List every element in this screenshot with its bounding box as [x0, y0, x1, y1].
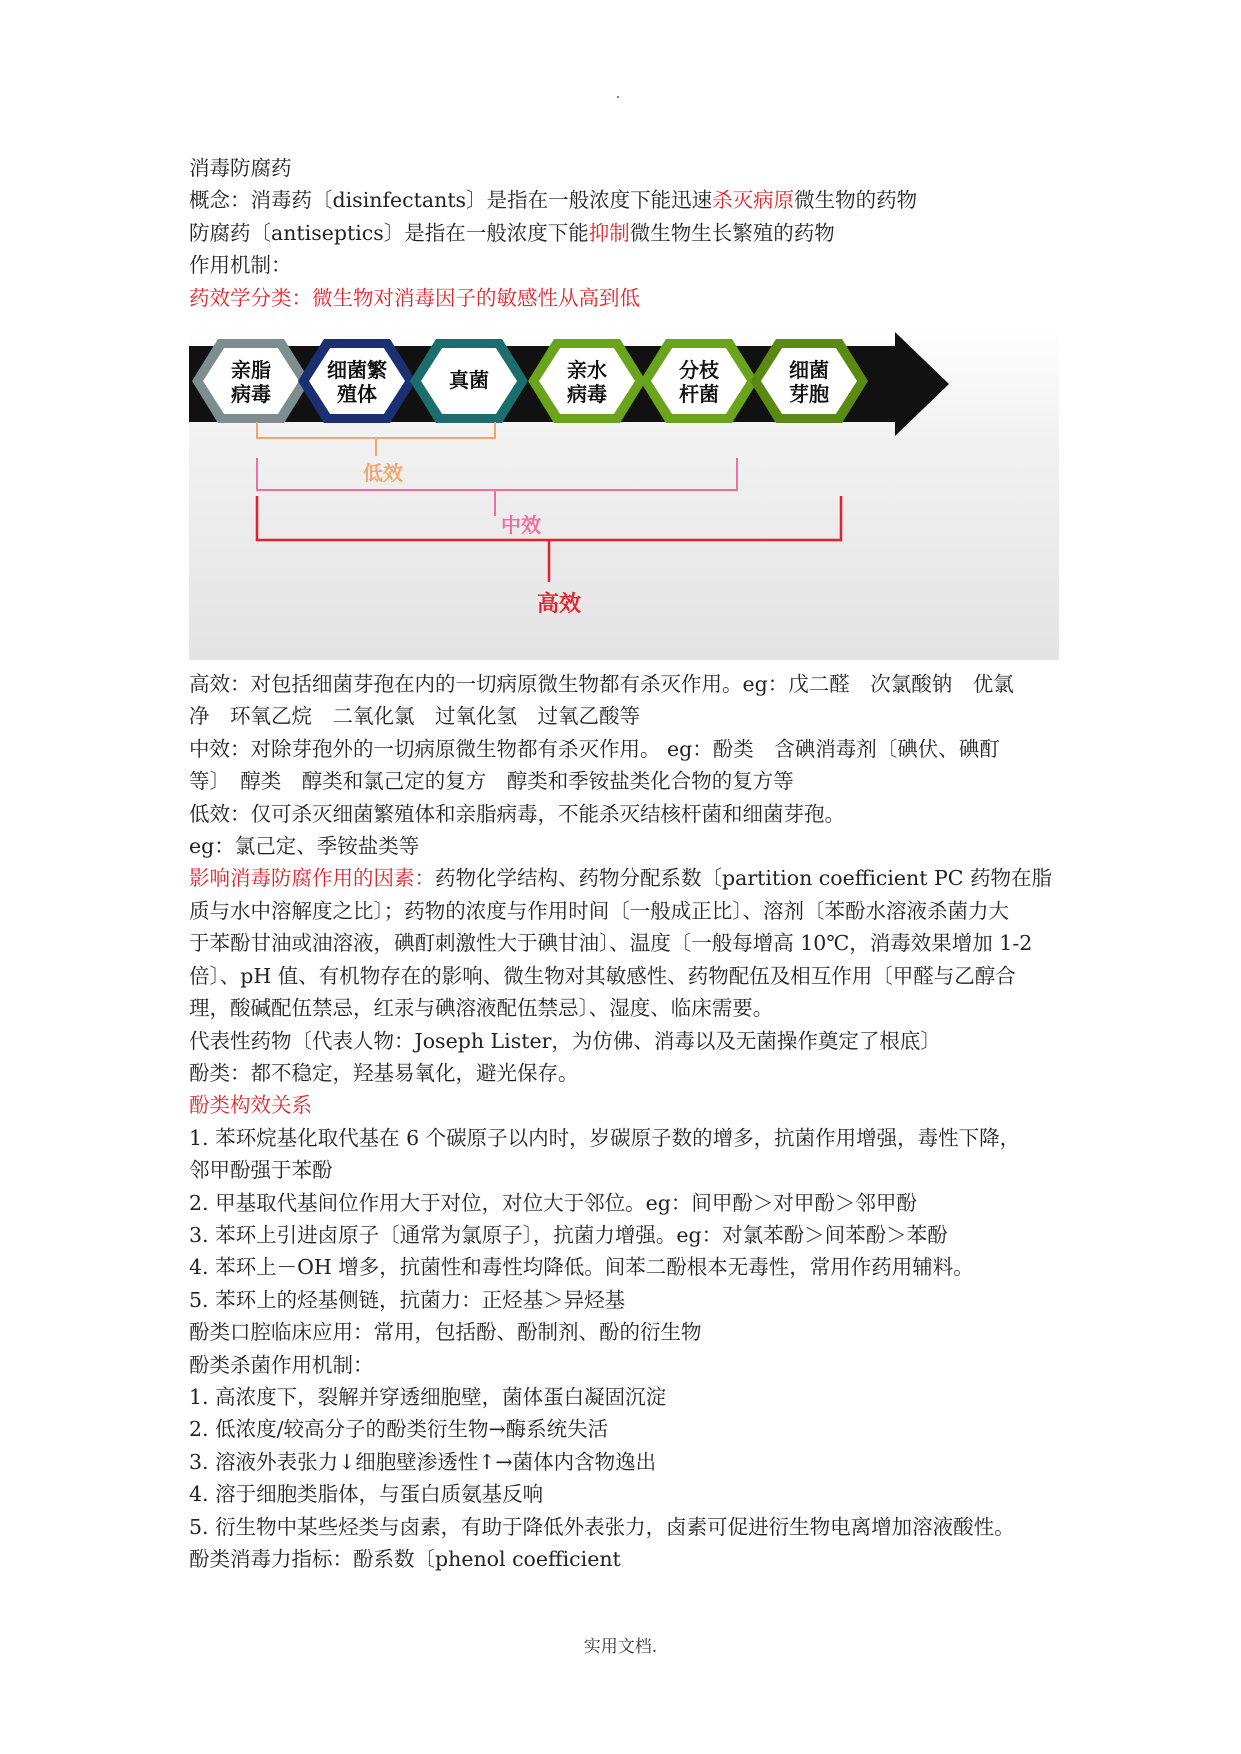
text-run: 邻甲酚强于苯酚 [189, 1158, 333, 1183]
text-run: 4. 溶于细胞类脂体，与蛋白质氨基反响 [189, 1482, 544, 1507]
hexagon-label: 芽胞 [789, 382, 829, 407]
hexagon-label: 亲脂 [231, 358, 271, 383]
paragraph-line [189, 862, 1069, 894]
paragraph-line [189, 960, 1069, 992]
hexagon-label: 病毒 [231, 382, 271, 407]
paragraph-line [189, 1025, 1069, 1057]
concept-highlight: 杀灭病原 [712, 188, 795, 213]
paragraph-line [189, 1446, 1069, 1478]
hexagon-label: 分枝 [679, 358, 719, 383]
text-run: 净 环氧乙烷 二氧化氯 过氧化氢 过氧乙酸等 [189, 704, 640, 729]
paragraph-line [189, 1057, 1069, 1089]
paragraph-line [189, 830, 1069, 862]
text-run: 酚类：都不稳定，羟基易氧化，避光保存。 [189, 1060, 579, 1085]
paragraph-line [189, 1381, 1069, 1413]
text-run: 代表性药物〔代表人物：Joseph Lister，为仿佛、消毒以及无菌操作奠定了根底〕 [189, 1028, 941, 1053]
text-run: 中效：对除芽孢外的一切病原微生物都有杀灭作用。 eg：酚类 含碘消毒剂〔碘伏、碘酊 [189, 736, 1000, 761]
text-run: 影响消毒防腐作用的因素： [189, 866, 435, 891]
paragraph-line [189, 895, 1069, 927]
concept-label: 概念：消毒药〔disinfectants〕是指在一般浓度下能迅速 [189, 188, 713, 213]
paragraph-line [189, 1349, 1069, 1381]
text-run: 理，酸碱配伍禁忌，红汞与碘溶液配伍禁忌〕、湿度、临床需要。 [189, 996, 774, 1021]
concept-rest: 微生物的药物 [794, 188, 918, 213]
page-footer: 实用文档. [583, 1637, 658, 1657]
document-title: 消毒防腐药 [189, 156, 292, 180]
text-run: 酚类杀菌作用机制： [189, 1352, 374, 1377]
text-run: 5. 衍生物中某些烃类与卤素，有助于降低外表张力，卤素可促进衍生物电离增加溶液酸性。 [189, 1514, 1015, 1539]
concept-line [189, 184, 1069, 216]
hexagon-label: 病毒 [567, 382, 607, 407]
antiseptic-label: 防腐药〔antiseptics〕是指在一般浓度下能 [189, 220, 589, 245]
antiseptic-rest: 微生物生长繁殖的药物 [629, 220, 835, 245]
paragraph-line [189, 668, 1069, 700]
high-bracket [257, 496, 841, 540]
hexagon-label: 细菌 [789, 358, 829, 383]
paragraph-line [189, 700, 1069, 732]
text-run: eg：氯己定、季铵盐类等 [189, 834, 420, 859]
paragraph-line [189, 1413, 1069, 1445]
hexagon-label: 细菌繁 [327, 358, 387, 383]
paragraph-line [189, 1251, 1069, 1283]
paragraph-line [189, 1089, 1069, 1121]
antiseptic-line [189, 217, 1069, 249]
paragraph-line [189, 1122, 1069, 1154]
classification-heading: 药效学分类：微生物对消毒因子的敏感性从高到低 [189, 285, 640, 310]
text-run: 于苯酚甘油或油溶液，碘酊刺激性大于碘甘油〕、温度〔一般每增高 10℃，消毒效果增加 1-2 [189, 931, 1033, 956]
text-run: 1. 苯环烷基化取代基在 6 个碳原子以内时，岁碳原子数的增多，抗菌作用增强，毒性下降， [189, 1125, 1021, 1150]
efficacy-figure [189, 324, 1059, 660]
paragraph-line [189, 798, 1069, 830]
text-run: 3. 苯环上引进卤原子〔通常为氯原子〕，抗菌力增强。eg：对氯苯酚＞间苯酚＞苯酚 [189, 1222, 948, 1247]
text-run: 高效：对包括细菌芽孢在内的一切病原微生物都有杀灭作用。eg：戊二醛 次氯酸钠 优氯 [189, 672, 1014, 697]
hexagon-label: 真菌 [449, 368, 489, 393]
high-efficacy-label: 高效 [536, 592, 582, 618]
efficacy-diagram [189, 324, 1059, 660]
paragraph-line [189, 1154, 1069, 1186]
text-run: 1. 高浓度下，裂解并穿透细胞壁，菌体蛋白凝固沉淀 [189, 1384, 667, 1409]
text-run: 5. 苯环上的烃基侧链，抗菌力：正烃基＞异烃基 [189, 1287, 626, 1312]
paragraph-line [189, 1219, 1069, 1251]
hexagon-label: 殖体 [337, 382, 377, 407]
hexagon-label: 杆菌 [679, 382, 719, 407]
paragraph-line [189, 1284, 1069, 1316]
text-run: 质与水中溶解度之比〕；药物的浓度与作用时间〔一般成正比〕、溶剂〔苯酚水溶液杀菌力大 [189, 898, 1009, 923]
header-mark [617, 96, 619, 98]
low-bracket [257, 422, 495, 438]
document-body [189, 152, 1069, 1575]
text-run: 2. 甲基取代基间位作用大于对位，对位大于邻位。eg：间甲酚＞对甲酚＞邻甲酚 [189, 1190, 917, 1215]
paragraph-line [189, 1187, 1069, 1219]
text-run: 3. 溶液外表张力↓细胞壁渗透性↑→菌体内含物逸出 [189, 1449, 657, 1474]
text-run: 4. 苯环上－OH 增多，抗菌性和毒性均降低。间苯二酚根本无毒性，常用作药用辅料。 [189, 1255, 974, 1280]
paragraph-line [189, 1543, 1069, 1575]
paragraph-line [189, 992, 1069, 1024]
low-efficacy-label: 低效 [363, 461, 403, 486]
paragraph-line [189, 927, 1069, 959]
paragraph-line [189, 1511, 1069, 1543]
antiseptic-highlight: 抑制 [588, 220, 630, 245]
mechanism-label: 作用机制： [189, 253, 292, 278]
medium-efficacy-label: 中效 [501, 513, 541, 538]
text-run: 倍〕、pH 值、有机物存在的影响、微生物对其敏感性、药物配伍及相互作用〔甲醛与乙醇合 [189, 963, 1016, 988]
medium-bracket [257, 458, 737, 490]
paragraph-line [189, 733, 1069, 765]
text-run: 等〕 醇类 醇类和氯己定的复方 醇类和季铵盐类化合物的复方等 [189, 769, 794, 794]
text-run: 低效：仅可杀灭细菌繁殖体和亲脂病毒，不能杀灭结核杆菌和细菌芽孢。 [189, 801, 845, 826]
text-run: 酚类口腔临床应用：常用，包括酚、酚制剂、酚的衍生物 [189, 1320, 702, 1345]
paragraphs [189, 668, 1069, 1575]
paragraph-line [189, 1478, 1069, 1510]
paragraph-line [189, 765, 1069, 797]
text-run: 2. 低浓度/较高分子的酚类衍生物→酶系统失活 [189, 1417, 609, 1442]
text-run: 酚类构效关系 [189, 1093, 312, 1118]
paragraph-line [189, 1316, 1069, 1348]
text-run: 药物化学结构、药物分配系数〔partition coefficient PC 药物在脂 [435, 866, 1052, 891]
hexagon-label: 亲水 [567, 358, 607, 383]
text-run: 酚类消毒力指标：酚系数〔phenol coefficient [189, 1547, 621, 1571]
